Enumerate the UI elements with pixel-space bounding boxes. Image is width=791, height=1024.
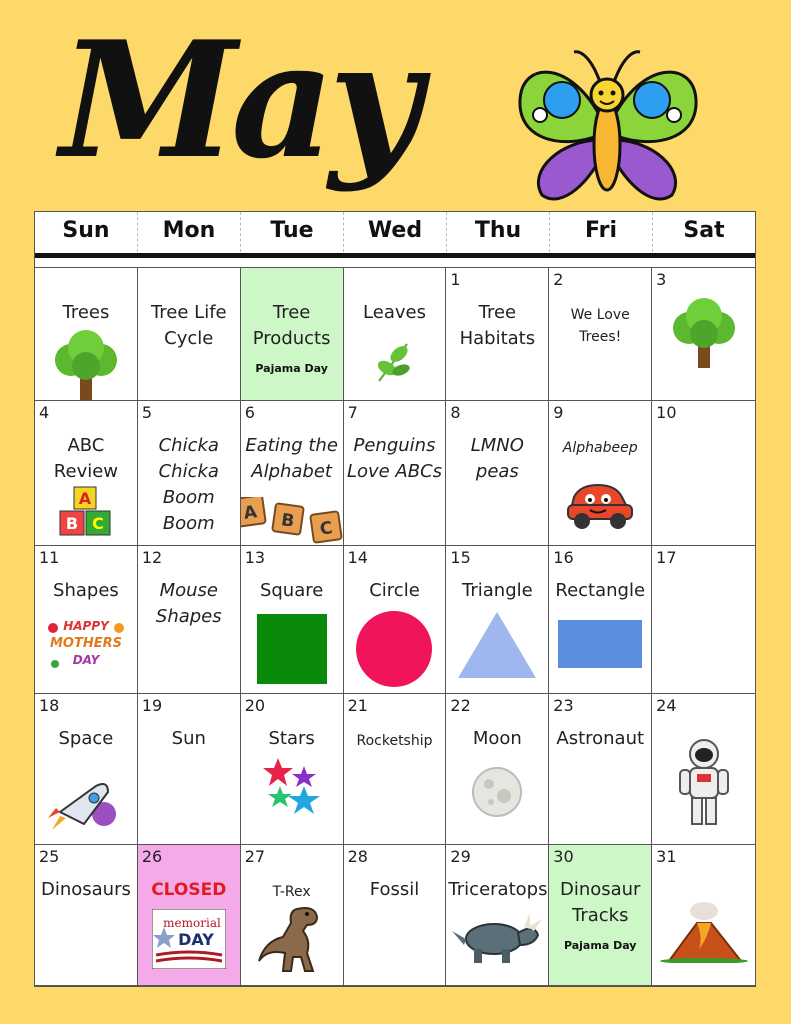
weekday-header: [35, 212, 755, 252]
calendar-day-cell: [241, 694, 344, 845]
triceratops-icon: [450, 909, 544, 965]
day-activity-label: Sun: [171, 728, 206, 749]
butterfly-icon: [512, 40, 702, 210]
calendar-day-cell: [344, 401, 447, 546]
day-number: 13: [244, 548, 266, 567]
day-number: 30: [553, 847, 574, 866]
calendar-day-cell: [446, 268, 549, 401]
memorial-day-icon: [152, 909, 226, 969]
letter-tiles-icon: [241, 497, 344, 546]
happy-mothers-day-icon: [45, 614, 127, 674]
svg-text:DAY: DAY: [177, 930, 214, 949]
day-number: 29: [450, 847, 471, 866]
volcano-icon: [659, 901, 749, 963]
calendar-day-cell: [241, 845, 344, 986]
day-activity-label: Dinosaur Tracks: [559, 879, 641, 926]
tree-icon: [46, 330, 126, 400]
day-activity-label: Rocketship: [356, 733, 433, 749]
svg-text:HAPPY: HAPPY: [63, 619, 109, 633]
svg-text:C: C: [318, 518, 334, 540]
day-activity-label: Moon: [472, 728, 522, 749]
calendar-day-cell: [35, 401, 138, 546]
calendar-day-cell: [446, 546, 549, 694]
moon-icon: [471, 766, 523, 818]
day-activity-label: CLOSED: [151, 880, 227, 900]
pajama-day-note: Pajama Day: [255, 362, 328, 375]
day-activity-label: Square: [259, 580, 324, 601]
calendar-day-cell: [344, 694, 447, 845]
day-number: 17: [656, 548, 677, 567]
day-activity-label: Space: [58, 728, 114, 749]
day-number: 14: [347, 548, 368, 567]
day-number: 2: [553, 270, 564, 289]
day-activity-label: Leaves: [363, 302, 426, 323]
weekday-wed: Wed: [343, 212, 446, 252]
day-number: 25: [39, 847, 60, 866]
calendar-day-cell: [241, 401, 344, 546]
header-divider: [35, 253, 755, 258]
svg-text:memorial: memorial: [162, 916, 221, 930]
circle-shape-icon: [355, 610, 433, 688]
rocket-icon: [46, 772, 126, 832]
day-activity-label: LMNO peas: [470, 435, 524, 482]
stars-icon: [260, 756, 324, 816]
day-activity-label: T-Rex: [272, 884, 311, 900]
day-number: 11: [39, 548, 60, 567]
day-number: 24: [656, 696, 677, 715]
day-activity-label: Tree Life Cycle: [150, 302, 227, 349]
day-activity-label: Circle: [369, 580, 420, 601]
day-activity-label: Fossil: [369, 879, 420, 900]
calendar-day-cell: [138, 401, 241, 546]
day-number: 7: [347, 403, 358, 422]
car-icon: [564, 475, 636, 531]
day-number: 18: [39, 696, 60, 715]
pajama-day-note: Pajama Day: [563, 939, 637, 952]
day-activity-label: Tree Habitats: [459, 302, 536, 349]
weekday-tue: Tue: [240, 212, 343, 252]
calendar-day-cell: [652, 401, 755, 546]
svg-text:A: A: [78, 489, 92, 508]
day-activity-label: Alphabeep: [562, 440, 638, 456]
day-activity-label: Chicka Chicka Boom Boom: [158, 435, 219, 534]
calendar-day-cell: [344, 268, 447, 401]
calendar-day-cell: [35, 546, 138, 694]
calendar-day-cell: [652, 546, 755, 694]
square-shape-icon: [257, 614, 327, 684]
calendar-day-cell: [35, 694, 138, 845]
calendar-day-cell: [549, 845, 652, 986]
calendar-day-cell: [344, 845, 447, 986]
calendar-day-cell: [652, 268, 755, 401]
weekday-sat: Sat: [652, 212, 755, 252]
day-number: 8: [450, 403, 461, 422]
weekday-sun: Sun: [62, 218, 110, 243]
astronaut-icon: [676, 738, 732, 828]
calendar-day-cell: [652, 694, 755, 845]
day-number: 12: [141, 548, 163, 567]
day-activity-label: Stars: [268, 728, 315, 749]
day-number: 1: [450, 270, 461, 289]
weekday-mon: Mon: [137, 212, 240, 252]
day-number: 31: [656, 847, 677, 866]
day-number: 20: [244, 696, 266, 715]
calendar-day-cell: [549, 268, 652, 401]
weekday-fri: Fri: [549, 212, 652, 252]
day-number: 4: [39, 403, 50, 422]
calendar-day-cell: [344, 546, 447, 694]
t-rex-icon: [257, 901, 327, 975]
calendar-day-cell: [35, 268, 138, 401]
calendar-day-cell: [549, 401, 652, 546]
day-number: 26: [141, 847, 163, 866]
calendar-day-cell: [138, 845, 241, 986]
calendar-day-cell: [138, 268, 241, 401]
svg-text:C: C: [92, 514, 104, 533]
svg-text:MOTHERS: MOTHERS: [49, 636, 122, 651]
day-activity-label: Tree Products: [252, 302, 331, 349]
day-number: 28: [347, 847, 368, 866]
day-number: 15: [450, 548, 471, 567]
day-number: 3: [656, 270, 667, 289]
calendar-grid: [35, 267, 755, 988]
svg-text:DAY: DAY: [72, 653, 100, 667]
svg-text:B: B: [279, 510, 296, 532]
calendar-day-cell: [446, 401, 549, 546]
calendar: [34, 211, 756, 987]
calendar-day-cell: [549, 546, 652, 694]
day-activity-label: Rectangle: [555, 580, 646, 601]
day-activity-label: Astronaut: [556, 728, 645, 749]
calendar-day-cell: [549, 694, 652, 845]
calendar-day-cell: [35, 845, 138, 986]
day-number: 23: [553, 696, 574, 715]
tree-icon: [664, 298, 744, 368]
day-activity-label: Shapes: [53, 580, 119, 601]
calendar-day-cell: [446, 694, 549, 845]
triangle-shape-icon: [458, 612, 536, 678]
rectangle-shape-icon: [558, 620, 642, 668]
day-activity-label: Mouse Shapes: [155, 580, 222, 627]
calendar-day-cell: [138, 546, 241, 694]
day-activity-label: Penguins Love ABCs: [346, 435, 443, 482]
calendar-day-cell: [652, 845, 755, 986]
day-number: 16: [553, 548, 574, 567]
day-number: 10: [656, 403, 677, 422]
day-activity-label: Dinosaurs: [40, 879, 131, 900]
day-number: 5: [141, 403, 153, 422]
abc-blocks-icon: [54, 485, 118, 541]
calendar-day-cell: [138, 694, 241, 845]
day-number: 6: [244, 403, 255, 422]
calendar-day-cell: [241, 268, 344, 401]
day-number: 27: [244, 847, 266, 866]
day-number: 22: [450, 696, 471, 715]
calendar-day-cell: [241, 546, 344, 694]
day-activity-label: ABC Review: [53, 435, 119, 482]
day-activity-label: Triceratops: [448, 879, 548, 900]
day-number: 21: [347, 696, 368, 715]
day-activity-label: Trees: [62, 302, 110, 323]
svg-text:B: B: [65, 514, 79, 533]
day-number: 9: [553, 403, 564, 422]
page-title: May: [60, 6, 416, 194]
svg-text:A: A: [241, 502, 258, 524]
day-activity-label: Eating the Alphabet: [245, 435, 338, 482]
day-activity-label: We Love Trees!: [570, 307, 630, 345]
leaf-icon: [369, 336, 419, 386]
day-number: 19: [141, 696, 163, 715]
day-activity-label: Triangle: [462, 580, 533, 601]
calendar-day-cell: [446, 845, 549, 986]
weekday-thu: Thu: [446, 212, 549, 252]
